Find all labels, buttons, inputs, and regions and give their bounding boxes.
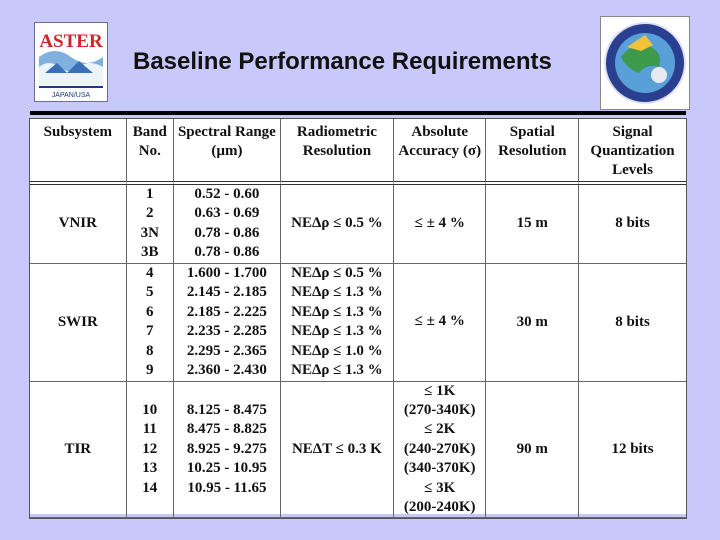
- band-value: 3B: [141, 244, 159, 261]
- title-divider: [30, 111, 686, 115]
- header-subsystem: Subsystem: [30, 119, 127, 185]
- header-absolute-accuracy: Absolute Accuracy (σ): [394, 119, 487, 185]
- header-band-no: Band No.: [127, 119, 174, 185]
- radiometric-value: NEΔρ ≤ 0.5 %: [291, 264, 383, 281]
- subsystem-cell: VNIR: [30, 185, 127, 264]
- subsystem-cell: SWIR: [30, 264, 127, 382]
- band-value: 14: [142, 479, 158, 496]
- band-value: 7: [146, 323, 154, 340]
- spectral-range-cell: [174, 382, 281, 519]
- svg-text:ASTER: ASTER: [39, 31, 103, 52]
- radiometric-value: NEΔρ ≤ 1.3 %: [291, 303, 383, 320]
- range-value: 2.235 - 2.285: [186, 323, 267, 340]
- band-cell: [127, 185, 174, 264]
- range-value: 0.52 - 0.60: [194, 186, 260, 202]
- radiometric-cell: [281, 185, 394, 264]
- mission-patch-logo: [600, 16, 690, 110]
- radiometric-value: NEΔρ ≤ 1.0 %: [291, 342, 383, 359]
- radiometric-value: NEΔρ ≤ 1.3 %: [291, 284, 383, 301]
- range-value: 2.360 - 2.430: [186, 361, 267, 378]
- band-cell: [127, 382, 174, 519]
- quantization-cell: 8 bits: [579, 185, 686, 264]
- band-value: 8: [146, 342, 154, 359]
- page-title: Baseline Performance Requirements: [133, 48, 552, 75]
- header-spectral-range: Spectral Range (µm): [174, 119, 281, 185]
- table-row-vnir: [30, 185, 686, 264]
- svg-text:JAPAN/USA: JAPAN/USA: [51, 92, 91, 99]
- band-value: 2: [146, 205, 154, 222]
- accuracy-value: (340-370K): [403, 460, 476, 477]
- band-value: 11: [142, 421, 157, 438]
- band-value: 4: [146, 264, 154, 281]
- range-value: 0.63 - 0.69: [194, 205, 260, 222]
- accuracy-cell: [394, 264, 487, 382]
- range-value: 0.78 - 0.86: [194, 224, 260, 241]
- range-value: 2.145 - 2.185: [186, 284, 267, 301]
- table-row-swir: [30, 264, 686, 382]
- band-value: 5: [146, 284, 154, 301]
- radiometric-value: NEΔT ≤ 0.3 K: [291, 440, 382, 457]
- header-signal-quantization: Signal Quantization Levels: [579, 119, 686, 185]
- aster-logo: [34, 22, 108, 102]
- radiometric-value: NEΔρ ≤ 1.3 %: [291, 361, 383, 378]
- spatial-resolution-cell: 30 m: [486, 264, 579, 382]
- radiometric-cell: [281, 382, 394, 519]
- quantization-cell: 8 bits: [579, 264, 686, 382]
- accuracy-value: ≤ ± 4 %: [414, 313, 465, 330]
- accuracy-value: (200-240K): [403, 499, 476, 516]
- band-value: 3N: [140, 224, 159, 241]
- range-value: 8.475 - 8.825: [186, 421, 267, 438]
- accuracy-value: ≤ ± 4 %: [414, 215, 465, 232]
- quantization-cell: 12 bits: [579, 382, 686, 519]
- accuracy-value: (270-340K): [403, 402, 476, 419]
- table-row-tir: [30, 382, 686, 519]
- range-value: 2.295 - 2.365: [186, 342, 267, 359]
- accuracy-value: ≤ 3K: [424, 479, 456, 496]
- spectral-range-cell: [174, 264, 281, 382]
- accuracy-value: ≤ 2K: [424, 421, 456, 438]
- range-value: 10.95 - 11.65: [187, 479, 267, 496]
- range-value: 2.185 - 2.225: [186, 303, 267, 320]
- range-value: 10.25 - 10.95: [186, 460, 267, 477]
- range-value: 8.125 - 8.475: [186, 402, 267, 419]
- spectral-range-cell: [174, 185, 281, 264]
- band-value: 9: [146, 361, 154, 378]
- accuracy-cell: [394, 382, 487, 519]
- band-value: 10: [142, 402, 158, 419]
- band-value: 13: [142, 460, 158, 477]
- band-value: 6: [146, 303, 154, 320]
- band-cell: [127, 264, 174, 382]
- header-radiometric-resolution: Radiometric Resolution: [281, 119, 394, 185]
- table-header-row: [30, 119, 686, 185]
- requirements-table-wrapper: [30, 119, 686, 514]
- range-value: 0.78 - 0.86: [194, 244, 260, 261]
- radiometric-value: NEΔρ ≤ 0.5 %: [291, 215, 383, 232]
- band-value: 1: [146, 186, 154, 202]
- header-spatial-resolution: Spatial Resolution: [486, 119, 579, 185]
- accuracy-value: (240-270K): [403, 440, 476, 457]
- spatial-resolution-cell: 15 m: [486, 185, 579, 264]
- spatial-resolution-cell: 90 m: [486, 382, 579, 519]
- range-value: 8.925 - 9.275: [186, 440, 267, 457]
- requirements-table: [30, 119, 686, 518]
- subsystem-cell: TIR: [30, 382, 127, 519]
- band-value: 12: [142, 440, 158, 457]
- radiometric-value: NEΔρ ≤ 1.3 %: [291, 323, 383, 340]
- range-value: 1.600 - 1.700: [186, 264, 267, 281]
- accuracy-cell: [394, 185, 487, 264]
- radiometric-cell: [281, 264, 394, 382]
- accuracy-value: ≤ 1K: [424, 382, 456, 399]
